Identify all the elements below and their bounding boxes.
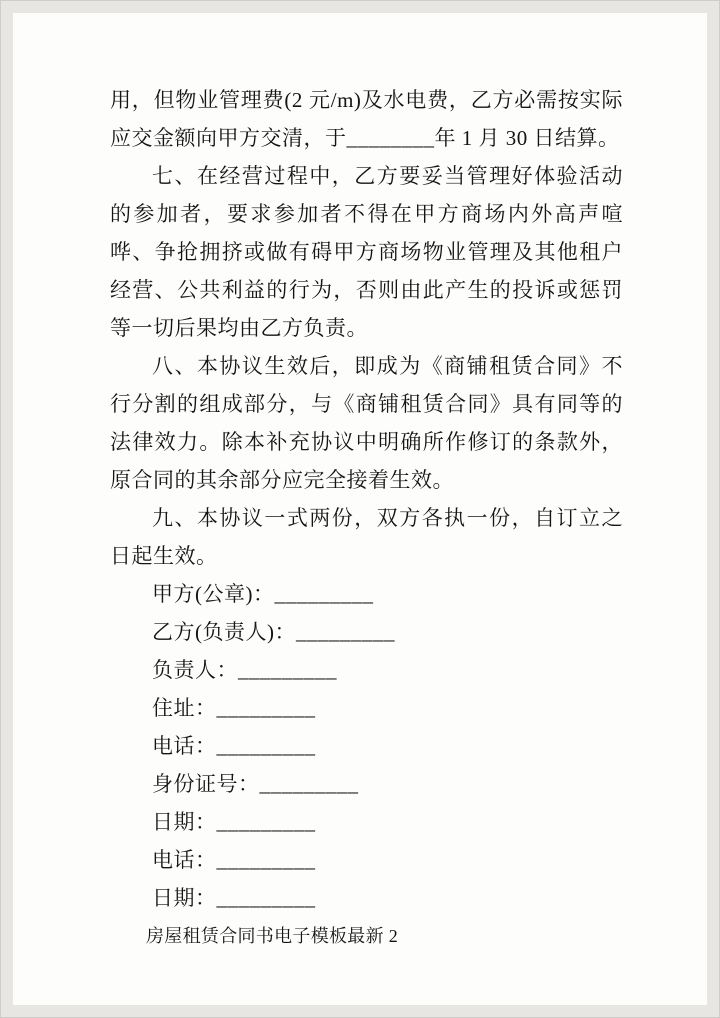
body-paragraph-clause-8: 八、本协议生效后，即成为《商铺租赁合同》不行分割的组成部分，与《商铺租赁合同》具有同等的法律效力。除本补充协议中明确所作修订的条款外，原合同的其余部分应完全接着生效。 [110,354,623,492]
signature-line-date-1: 日期：_________ [152,810,316,834]
signature-line-phone-2: 电话：_________ [152,848,316,872]
body-paragraph-clause-9: 九、本协议一式两份，双方各执一份，自订立之日起生效。 [110,506,623,568]
signature-line-responsible-person: 负责人：_________ [152,658,337,682]
document-page [13,13,707,1005]
signature-line-address: 住址：_________ [152,696,316,720]
body-paragraph-clause-6-continuation: 用，但物业管理费(2 元/m)及水电费，乙方必需按实际应交金额向甲方交清，于________年 1 月 30 日结算。 [110,88,623,150]
signature-line-date-2: 日期：_________ [152,886,316,910]
document-content [110,81,623,955]
signature-line-id-number: 身份证号：_________ [152,772,359,796]
footer-template-title: 房屋租赁合同书电子模板最新 2 [146,926,398,946]
signature-line-party-a-seal: 甲方(公章)：_________ [152,582,374,606]
signature-line-phone-1: 电话：_________ [152,734,316,758]
signature-line-party-b-responsible: 乙方(负责人)：_________ [152,620,395,644]
body-paragraph-clause-7: 七、在经营过程中，乙方要妥当管理好体验活动的参加者，要求参加者不得在甲方商场内外高声喧哗、争抢拥挤或做有碍甲方商场物业管理及其他租户经营、公共利益的行为，否则由此产生的投诉或惩罚等一切后果均由乙方负责。 [110,164,623,340]
